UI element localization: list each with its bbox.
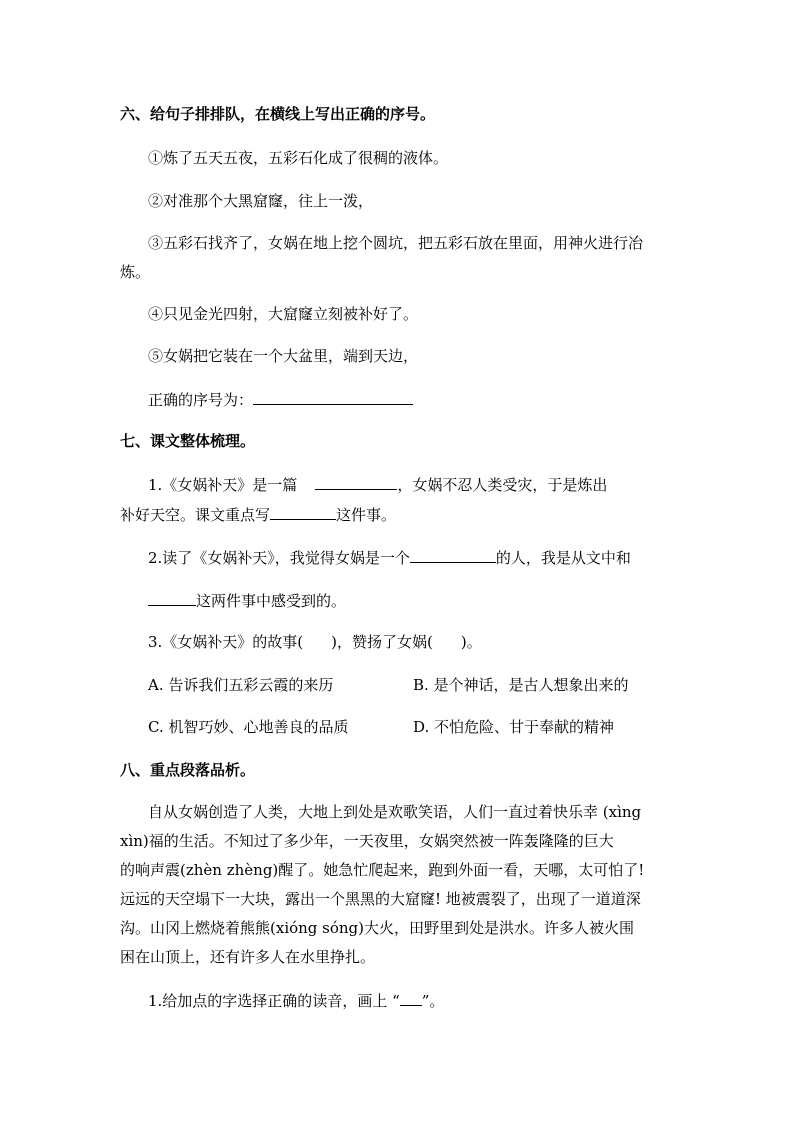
question-3-text-c: )。 bbox=[460, 633, 482, 651]
passage-line-3: 的响声震(zhèn zhèng)醒了。她急忙爬起来，跑到外面一看，天哪，太可怕了! bbox=[120, 861, 645, 879]
question-1-line-2 bbox=[120, 504, 396, 525]
sentence-item-5: ⑤女娲把它装在一个大盆里，端到天边， bbox=[148, 347, 419, 365]
question-2-text-c: 这两件事中感受到的。 bbox=[196, 592, 347, 610]
passage-question-1 bbox=[148, 990, 444, 1011]
section-8-heading: 八、重点段落品析。 bbox=[120, 761, 256, 779]
answer-row bbox=[148, 389, 413, 410]
question-1-text-c: 补好天空。课文重点写 bbox=[120, 506, 271, 524]
question-1-text-a: 1.《女娲补天》是一篇 bbox=[148, 476, 298, 494]
passage-line-2: xìn)福的生活。不知过了多少年，一天夜里，女娲突然被一阵轰隆隆的巨大 bbox=[120, 832, 614, 850]
question-3-text-a: 3.《女娲补天》的故事( bbox=[148, 633, 304, 651]
passage-line-1: 自从女娲创造了人类，大地上到处是欢歌笑语，人们一直过着快乐幸 (xìng bbox=[148, 803, 642, 821]
passage-line-6: 困在山顶上，还有许多人在水里挣扎。 bbox=[120, 948, 376, 966]
question-3-text-b: )，赞扬了女娲( bbox=[331, 633, 433, 651]
question-2-line-1 bbox=[148, 547, 631, 568]
answer-label: 正确的序号为： bbox=[148, 391, 254, 409]
sentence-item-3: ③五彩石找齐了，女娲在地上挖个圆坑，把五彩石放在里面，用神火进行冶 bbox=[148, 234, 644, 252]
question-2-text-a: 2.读了《女娲补天》，我觉得女娲是一个 bbox=[148, 549, 410, 567]
key-event-blank[interactable] bbox=[270, 504, 336, 520]
option-a[interactable]: A. 告诉我们五彩云霞的来历 bbox=[148, 676, 334, 694]
section-6-heading: 六、给句子排排队，在横线上写出正确的序号。 bbox=[120, 105, 436, 123]
passage-question-1-text-b: ”。 bbox=[421, 992, 445, 1010]
underline-sample bbox=[400, 990, 422, 1006]
answer-blank[interactable] bbox=[253, 389, 413, 405]
sentence-item-4: ④只见金光四射，大窟窿立刻被补好了。 bbox=[148, 305, 419, 323]
option-c[interactable]: C. 机智巧妙、心地善良的品质 bbox=[148, 718, 349, 736]
question-1-line-1 bbox=[148, 474, 607, 495]
question-2-line-2 bbox=[148, 590, 346, 611]
sentence-item-3-continued: 炼。 bbox=[120, 263, 151, 281]
option-d[interactable]: D. 不怕危险、甘于奉献的精神 bbox=[413, 718, 615, 736]
character-blank[interactable] bbox=[410, 547, 496, 563]
question-3 bbox=[148, 632, 482, 652]
sentence-item-2: ②对准那个大黑窟窿，往上一泼， bbox=[148, 192, 374, 210]
section-7-heading: 七、课文整体梳理。 bbox=[120, 432, 256, 450]
question-2-text-b: 的人，我是从文中和 bbox=[495, 549, 631, 567]
question-1-text-b: ，女娲不忍人类受灾，于是炼出 bbox=[397, 476, 608, 494]
option-b[interactable]: B. 是个神话，是古人想象出来的 bbox=[413, 676, 629, 694]
passage-question-1-text-a: 1.给加点的字选择正确的读音，画上 “ bbox=[148, 992, 400, 1010]
question-1-text-d: 这件事。 bbox=[336, 506, 397, 524]
event-blank[interactable] bbox=[148, 590, 196, 606]
passage-line-5: 沟。山冈上燃烧着熊熊(xióng sóng)大火，田野里到处是洪水。许多人被火围 bbox=[120, 919, 635, 937]
passage-line-4: 远远的天空塌下一大块，露出一个黑黑的大窟窿! 地被震裂了，出现了一道道深 bbox=[120, 890, 641, 908]
sentence-item-1: ①炼了五天五夜，五彩石化成了很稠的液体。 bbox=[148, 149, 449, 167]
genre-blank[interactable] bbox=[315, 474, 397, 490]
